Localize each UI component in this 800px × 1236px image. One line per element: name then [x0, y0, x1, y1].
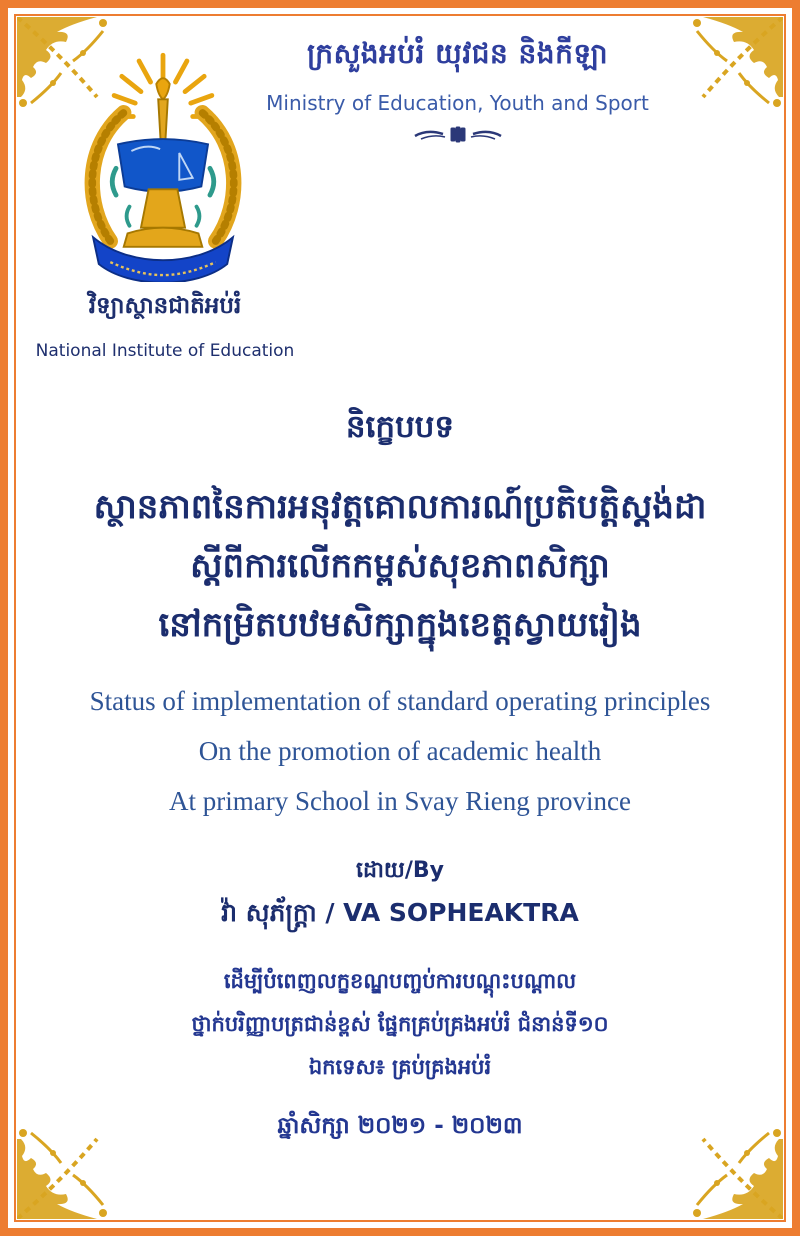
thesis-title-khmer-line1: ស្ថានភាពនៃការអនុវត្តគោលការណ៍ប្រតិបត្តិស្តង់ដា: [93, 487, 707, 527]
thesis-title-khmer: [20, 478, 780, 655]
thesis-label-khmer: និក្ខេបបទ: [345, 409, 455, 445]
degree-line1: ដើម្បីបំពេញលក្ខខណ្ឌបញ្ចប់ការបណ្តុះបណ្តាល: [223, 969, 577, 993]
institute-name-english: National Institute of Education: [35, 341, 295, 361]
thesis-title-english-line3: At primary School in Svay Rieng province: [169, 786, 631, 816]
thesis-title-english: [20, 676, 780, 826]
nie-emblem-icon: [72, 44, 254, 282]
ministry-name-khmer: ក្រសួងអប់រំ យុវជន និងកីឡា: [306, 37, 609, 70]
degree-line2: ថ្នាក់បរិញ្ញាបត្រជាន់ខ្ពស់ ផ្នែកគ្រប់គ្រងអប់រំ ជំនាន់ទី១០: [191, 1012, 609, 1036]
author-name: វ៉ា សុភ័ក្ត្រា / VA SOPHEAKTRA: [221, 898, 579, 927]
institute-block: [0, 292, 330, 361]
by-label: ដោយ/By: [355, 858, 445, 883]
thesis-title-khmer-line3: នៅកម្រិតបឋមសិក្សាក្នុងខេត្តស្វាយរៀង: [158, 605, 642, 645]
thesis-title-english-line1: Status of implementation of standard operating principles: [89, 686, 711, 716]
institute-name-khmer: វិទ្យាស្ថានជាតិអប់រំ: [88, 293, 242, 319]
degree-statement: [30, 960, 770, 1089]
thesis-title-english-line2: On the promotion of academic health: [198, 736, 602, 766]
thesis-title-khmer-line2: ស្តីពីការលើកកម្ពស់សុខភាពសិក្សា: [190, 546, 610, 586]
degree-line3: ឯកទេស៖ គ្រប់គ្រងអប់រំ: [308, 1055, 492, 1079]
academic-year: ឆ្នាំសិក្សា ២០២១ - ២០២៣: [277, 1113, 523, 1139]
ministry-name-english: Ministry of Education, Youth and Sport: [266, 91, 649, 115]
